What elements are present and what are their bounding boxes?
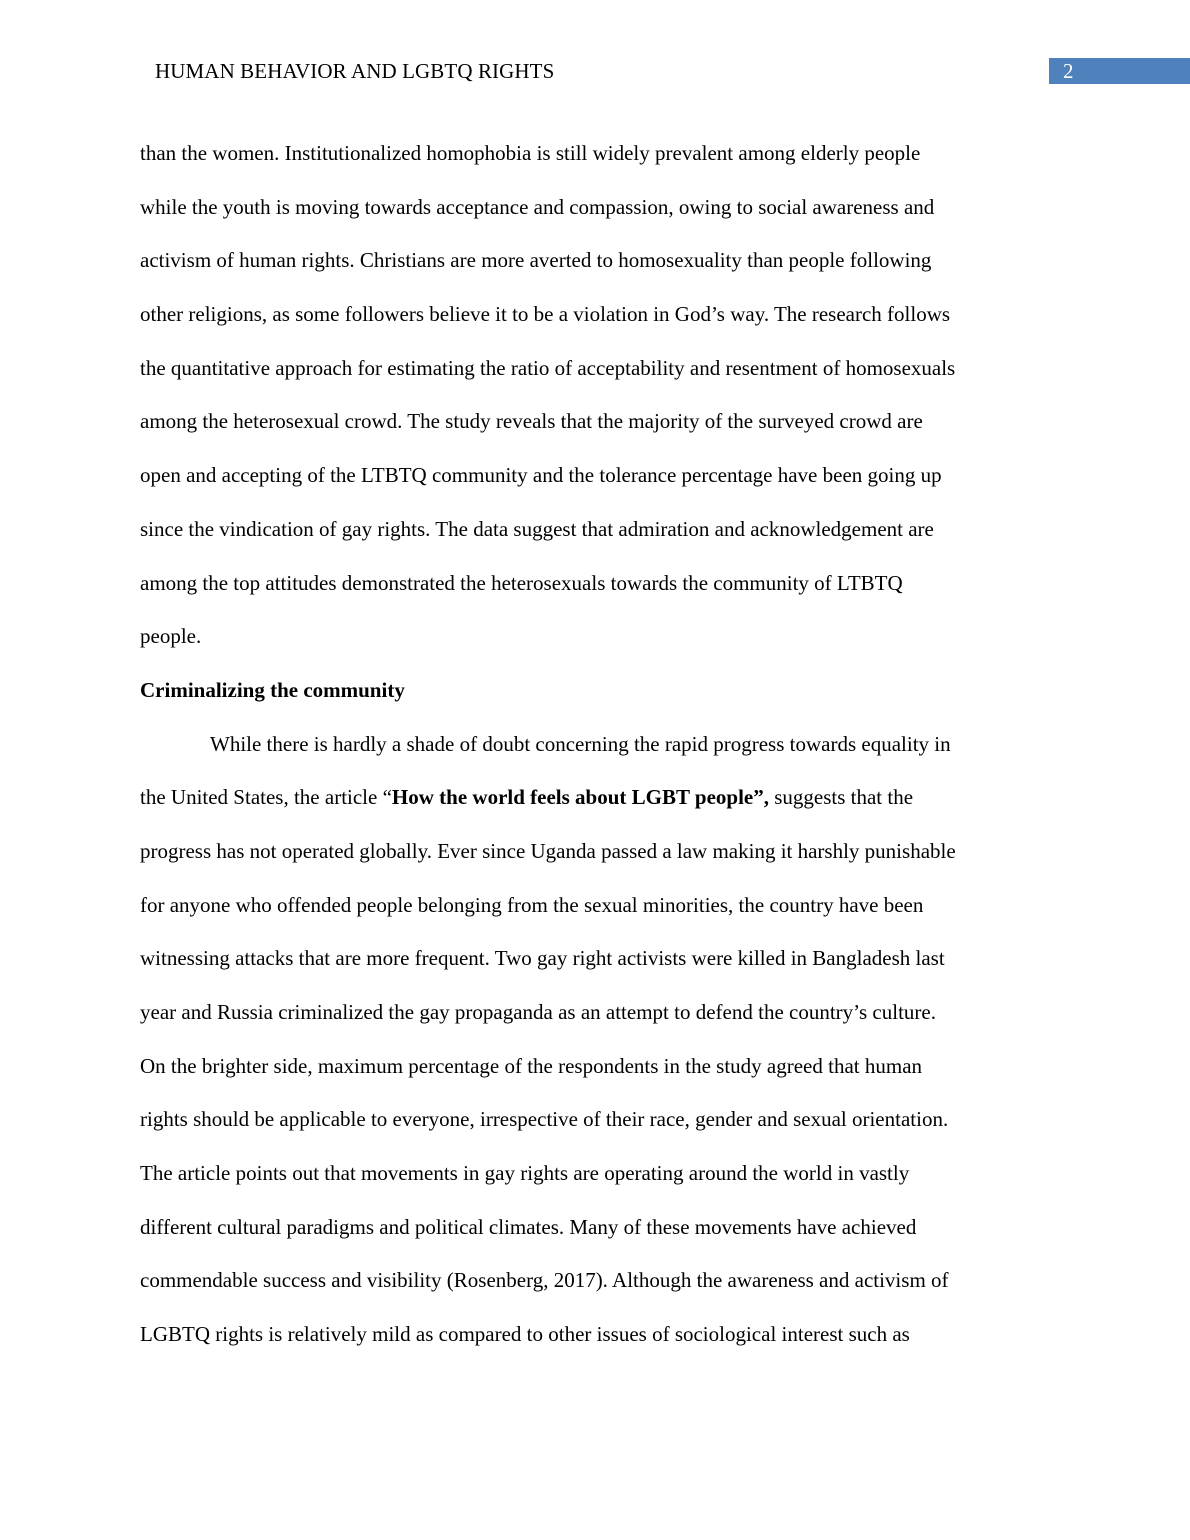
- text-segment: the United States, the article “: [140, 785, 392, 810]
- text-line: year and Russia criminalized the gay propaganda as an attempt to defend the country’s culture.: [140, 1000, 936, 1024]
- text-line: activism of human rights. Christians are more averted to homosexuality than people following: [140, 248, 932, 273]
- text-line: people.: [140, 624, 202, 649]
- text-line: rights should be applicable to everyone, irrespective of their race, gender and sexual orientation.: [140, 1107, 949, 1132]
- text-line: the quantitative approach for estimating the ratio of acceptability and resentment of homosexuals: [140, 355, 956, 380]
- text-line: The article points out that movements in gay rights are operating around the world in vastly: [140, 1161, 910, 1186]
- text-line: progress has not operated globally. Ever since Uganda passed a law making it harshly punishable: [140, 838, 956, 863]
- text-line: while the youth is moving towards acceptance and compassion, owing to social awareness and: [140, 194, 935, 219]
- text-line: than the women. Institutionalized homophobia is still widely prevalent among elderly people: [140, 141, 921, 165]
- text-line: On the brighter side, maximum percentage of the respondents in the study agreed that human: [140, 1053, 923, 1078]
- text-line: commendable success and visibility (Rosenberg, 2017). Although the awareness and activism of: [140, 1268, 949, 1293]
- section-heading: Criminalizing the community: [140, 677, 405, 702]
- running-head: HUMAN BEHAVIOR AND LGBTQ RIGHTS: [155, 59, 555, 83]
- text-line: open and accepting of the LTBTQ community and the tolerance percentage have been going up: [140, 463, 942, 488]
- page-number: 2: [1063, 59, 1074, 83]
- article-title: How the world feels about LGBT people”,: [391, 785, 769, 810]
- text-line: among the top attitudes demonstrated the heterosexuals towards the community of LTBTQ: [140, 570, 903, 595]
- text-line: different cultural paradigms and political climates. Many of these movements have achieved: [140, 1214, 917, 1239]
- text-line: LGBTQ rights is relatively mild as compared to other issues of sociological interest such as: [140, 1322, 910, 1347]
- page-number-bar: [1049, 58, 1190, 84]
- document-body: [140, 127, 1060, 1362]
- text-line: While there is hardly a shade of doubt concerning the rapid progress towards equality in: [210, 731, 951, 756]
- text-line-with-title: [140, 771, 1060, 825]
- paragraph-criminalizing: [140, 718, 1060, 1362]
- text-line: other religions, as some followers believe it to be a violation in God’s way. The research follows: [140, 302, 951, 327]
- text-line: among the heterosexual crowd. The study reveals that the majority of the surveyed crowd are: [140, 409, 923, 434]
- text-line: for anyone who offended people belonging from the sexual minorities, the country have been: [140, 892, 924, 917]
- text-segment: suggests that the: [768, 785, 914, 810]
- text-line: witnessing attacks that are more frequent. Two gay right activists were killed in Bangladesh last: [140, 946, 945, 971]
- paragraph-continued: [140, 127, 1060, 664]
- text-line: since the vindication of gay rights. The data suggest that admiration and acknowledgement are: [140, 516, 934, 541]
